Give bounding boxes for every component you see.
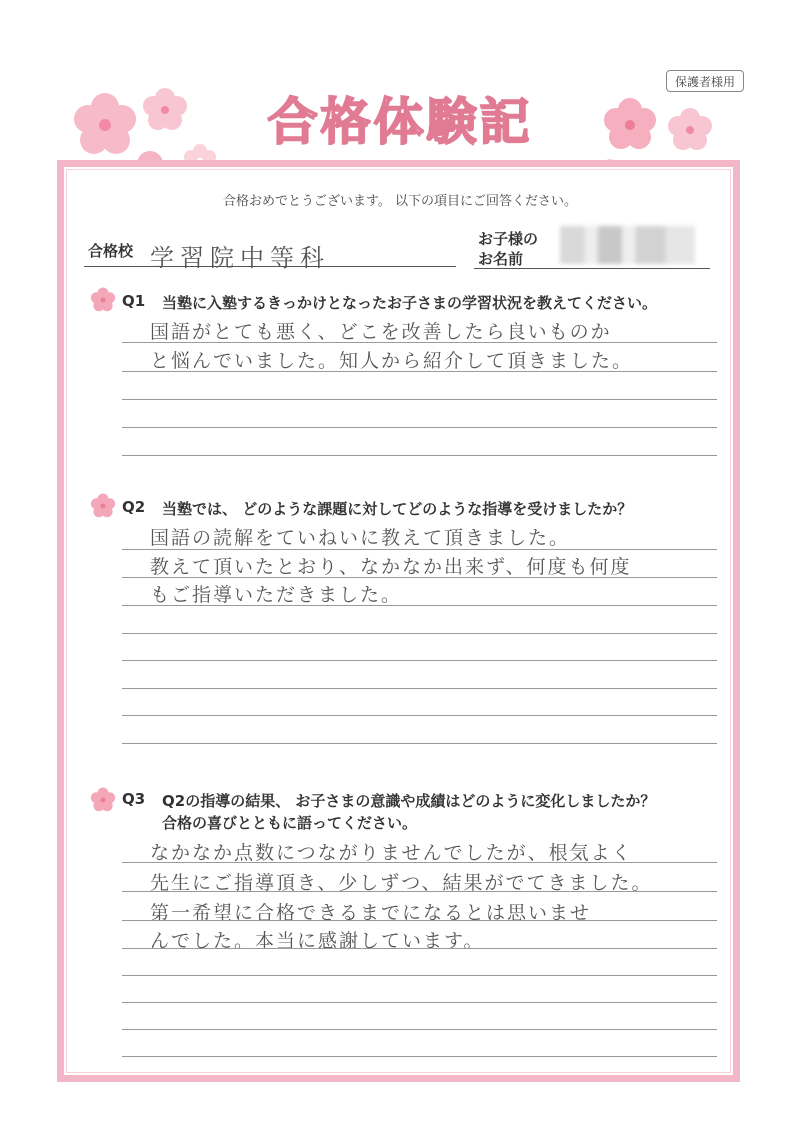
child-name-label-line1: お子様の xyxy=(478,230,539,248)
school-value: 学習院中等科 xyxy=(150,244,330,272)
question-text-line2: 合格の喜びとともに語ってください。 xyxy=(162,814,418,832)
cherry-blossom-icon xyxy=(90,493,116,519)
ruled-line xyxy=(122,633,717,634)
school-underline xyxy=(84,266,456,267)
question-text: 当塾に入塾するきっかけとなったお子さまの学習状況を教えてください。 xyxy=(162,294,658,312)
ruled-line xyxy=(122,371,717,372)
question-text: Q2の指導の結果、 お子さまの意識や成績はどのように変化しましたか？ xyxy=(162,792,656,810)
ruled-line xyxy=(122,660,717,661)
ruled-line xyxy=(122,688,717,689)
school-label: 合格校 xyxy=(88,242,134,260)
question-number: Q3 xyxy=(122,790,146,808)
answer-line: 国語がとても悪く、どこを改善したら良いものか xyxy=(150,321,612,343)
question-text: 当塾では、 どのような課題に対してどのような指導を受けましたか？ xyxy=(162,500,633,518)
ruled-line xyxy=(122,891,717,892)
answer-line: 教えて頂いたとおり、なかなか出来ず、何度も何度 xyxy=(150,556,632,578)
answer-line: 先生にご指導頂き、少しずつ、結果がでてきました。 xyxy=(150,872,653,894)
ruled-line xyxy=(122,549,717,550)
ruled-line xyxy=(122,399,717,400)
ruled-line xyxy=(122,743,717,744)
parent-use-badge: 保護者様用 xyxy=(666,70,744,92)
cherry-blossom-icon xyxy=(604,98,656,149)
answer-line: 第一希望に合格できるまでになるとは思いませ xyxy=(150,902,592,924)
ruled-line xyxy=(122,862,717,863)
ruled-line xyxy=(122,715,717,716)
ruled-line xyxy=(122,342,717,343)
ruled-line xyxy=(122,455,717,456)
intro-text: 合格おめでとうございます。 以下の項目にご回答ください。 xyxy=(222,194,578,209)
ruled-line xyxy=(122,1056,717,1057)
cherry-blossom-icon xyxy=(90,787,116,813)
cherry-blossom-icon xyxy=(143,88,187,130)
cherry-blossom-icon xyxy=(668,108,712,150)
child-name-underline xyxy=(474,268,710,269)
cherry-blossom-icon xyxy=(90,287,116,313)
ruled-line xyxy=(122,605,717,606)
answer-line: と悩んでいました。知人から紹介して頂きました。 xyxy=(150,350,634,372)
answer-line: んでした。本当に感謝しています。 xyxy=(150,930,485,952)
answer-line: もご指導いただきました。 xyxy=(150,584,403,606)
answer-line: 国語の読解をていねいに教えて頂きました。 xyxy=(150,527,571,549)
child-name-label-line2: お名前 xyxy=(478,250,524,268)
page-title: 合格体験記 xyxy=(267,93,533,151)
ruled-line xyxy=(122,577,717,578)
ruled-line xyxy=(122,1002,717,1003)
ruled-line xyxy=(122,427,717,428)
answer-line: なかなか点数につながりませんでしたが、根気よく xyxy=(150,842,633,864)
ruled-line xyxy=(122,920,717,921)
question-number: Q2 xyxy=(122,498,146,516)
ruled-line xyxy=(122,948,717,949)
cherry-blossom-icon xyxy=(74,93,136,154)
ruled-line xyxy=(122,1029,717,1030)
ruled-line xyxy=(122,975,717,976)
redacted-name xyxy=(560,226,695,264)
question-number: Q1 xyxy=(122,292,146,310)
